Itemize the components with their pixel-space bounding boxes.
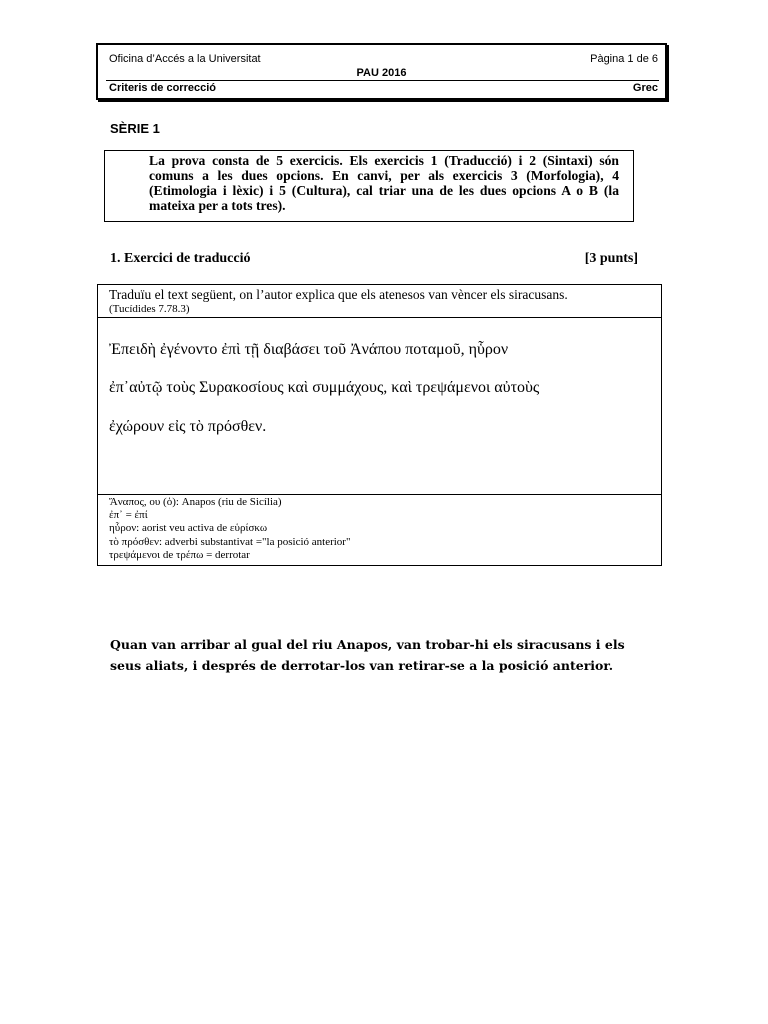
greek-line-1: Ἐπειδὴ ἐγένοντο ἐπὶ τῇ διαβάσει τοῦ Ἀνάπου ποταμοῦ, ηὗρον — [109, 341, 509, 358]
text-source: (Tucídides 7.78.3) — [109, 303, 190, 315]
glossary-item: ἐπ᾽ = ἐπί — [109, 509, 148, 522]
glossary-item: ηὗρον: aorist veu activa de εὑρίσκω — [109, 522, 268, 535]
box-divider — [98, 317, 661, 318]
info-box: La prova consta de 5 exercicis. Els exercicis 1 (Traducció) i 2 (Sintaxi) són comuns a les dues opcions. En canvi, per als exercicis 3 (Morfologia), 4 (Etimologia i lèxic) i 5 (Cultura), cal triar una de les dues opcions A o B (la mateixa per a tots tres). — [104, 150, 634, 222]
greek-line-2: ἐπ᾽αὐτῷ τοὺς Συρακοσίους καὶ συμμάχους, καὶ τρεψάμενοι αὐτοὺς — [109, 379, 540, 396]
series-title: SÈRIE 1 — [110, 121, 160, 136]
exercise-title: 1. Exercici de traducció — [110, 251, 251, 266]
exercise-points: [3 punts] — [584, 251, 638, 266]
model-translation: Quan van arribar al gual del riu Anapos, van trobar-hi els siracusans i els seus aliats, i després de derrotar-los van retirar-se a la posició anterior. — [110, 637, 625, 673]
header-year: PAU 2016 — [356, 67, 407, 79]
page-header — [96, 43, 667, 100]
header-org: Oficina d’Accés a la Universitat — [109, 53, 261, 65]
header-divider — [106, 80, 659, 81]
header-criteria: Criteris de correcció — [109, 82, 216, 94]
header-subject: Grec — [632, 82, 658, 94]
exercise-instruction: Traduïu el text següent, on l’autor explica que els atenesos van vèncer els siracusans. — [109, 287, 568, 302]
glossary-item: Ἄναπος, ου (ὁ): Anapos (riu de Sicília) — [109, 496, 282, 508]
box-divider — [98, 494, 661, 495]
header-page-number: Pàgina 1 de 6 — [590, 53, 658, 65]
greek-text-box — [97, 284, 662, 566]
greek-line-3: ἐχώρουν εἰς τὸ πρόσθεν. — [109, 418, 267, 435]
glossary-item: τὸ πρόσθεν: adverbi substantivat ="la posició anterior" — [109, 535, 351, 548]
glossary — [109, 496, 350, 562]
glossary-item: τρεψάμενοι de τρέπω = derrotar — [109, 548, 250, 561]
